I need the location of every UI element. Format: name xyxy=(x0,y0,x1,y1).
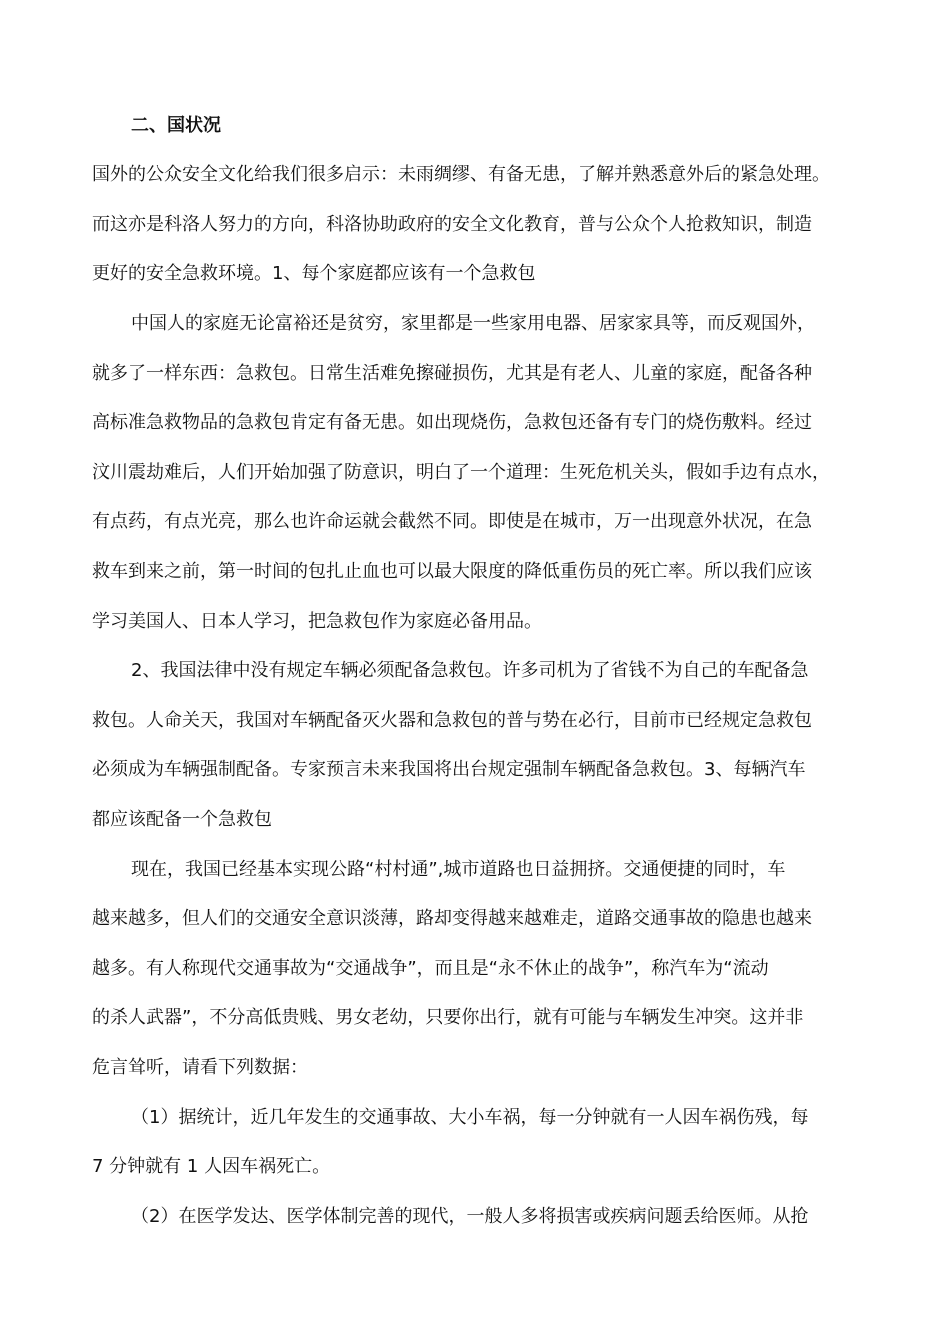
paragraph-line: 危言耸听，请看下列数据： xyxy=(92,1057,308,1078)
paragraph-line: 就多了一样东西：急救包。日常生活难免擦碰损伤，尤其是有老人、儿童的家庭，配备各种 xyxy=(92,363,812,384)
paragraph-line: 越来越多，但人们的交通安全意识淡薄，路却变得越来越难走，道路交通事故的隐患也越来 xyxy=(92,908,812,929)
paragraph-line: （1）据统计，近几年发生的交通事故、大小车祸，每一分钟就有一人因车祸伤残，每 xyxy=(131,1107,809,1128)
paragraph-line: 高标准急救物品的急救包肯定有备无患。如出现烧伤，急救包还备有专门的烧伤敷料。经过 xyxy=(92,412,812,433)
paragraph-line: 而这亦是科洛人努力的方向，科洛协助政府的安全文化教育，普与公众个人抢救知识，制造 xyxy=(92,214,812,235)
paragraph-line: 必须成为车辆强制配备。专家预言未来我国将出台规定强制车辆配备急救包。3、每辆汽车 xyxy=(92,759,806,780)
paragraph-line: 有点药，有点光亮，那么也许命运就会截然不同。即使是在城市，万一出现意外状况，在急 xyxy=(92,511,812,532)
section-heading: 二、国状况 xyxy=(131,115,221,136)
paragraph-line: （2）在医学发达、医学体制完善的现代，一般人多将损害或疾病问题丢给医师。从抢 xyxy=(131,1206,809,1227)
paragraph-line: 2、我国法律中没有规定车辆必须配备急救包。许多司机为了省钱不为自己的车配备急 xyxy=(131,660,809,681)
paragraph-line: 汶川震劫难后，人们开始加强了防意识，明白了一个道理：生死危机关头，假如手边有点水， xyxy=(92,462,830,483)
paragraph-line: 国外的公众安全文化给我们很多启示：未雨绸缪、有备无患，了解并熟悉意外后的紧急处理。 xyxy=(92,164,830,185)
paragraph-line: 现在，我国已经基本实现公路“村村通”,城市道路也日益拥挤。交通便捷的同时，车 xyxy=(131,859,786,880)
paragraph-line: 学习美国人、日本人学习，把急救包作为家庭必备用品。 xyxy=(92,611,542,632)
paragraph-line: 都应该配备一个急救包 xyxy=(92,809,272,830)
paragraph-line: 中国人的家庭无论富裕还是贫穷，家里都是一些家用电器、居家家具等，而反观国外， xyxy=(131,313,815,334)
paragraph-line: 更好的安全急救环境。1、每个家庭都应该有一个急救包 xyxy=(92,263,536,284)
paragraph-line: 7 分钟就有 1 人因车祸死亡。 xyxy=(92,1156,331,1177)
paragraph-line: 越多。有人称现代交通事故为“交通战争”，而且是“永不休止的战争”，称汽车为“流动 xyxy=(92,958,769,979)
paragraph-line: 救包。人命关天，我国对车辆配备灭火器和急救包的普与势在必行，目前市已经规定急救包 xyxy=(92,710,812,731)
paragraph-line: 的杀人武器”，不分高低贵贱、男女老幼，只要你出行，就有可能与车辆发生冲突。这并非 xyxy=(92,1007,804,1028)
paragraph-line: 救车到来之前，第一时间的包扎止血也可以最大限度的降低重伤员的死亡率。所以我们应该 xyxy=(92,561,812,582)
